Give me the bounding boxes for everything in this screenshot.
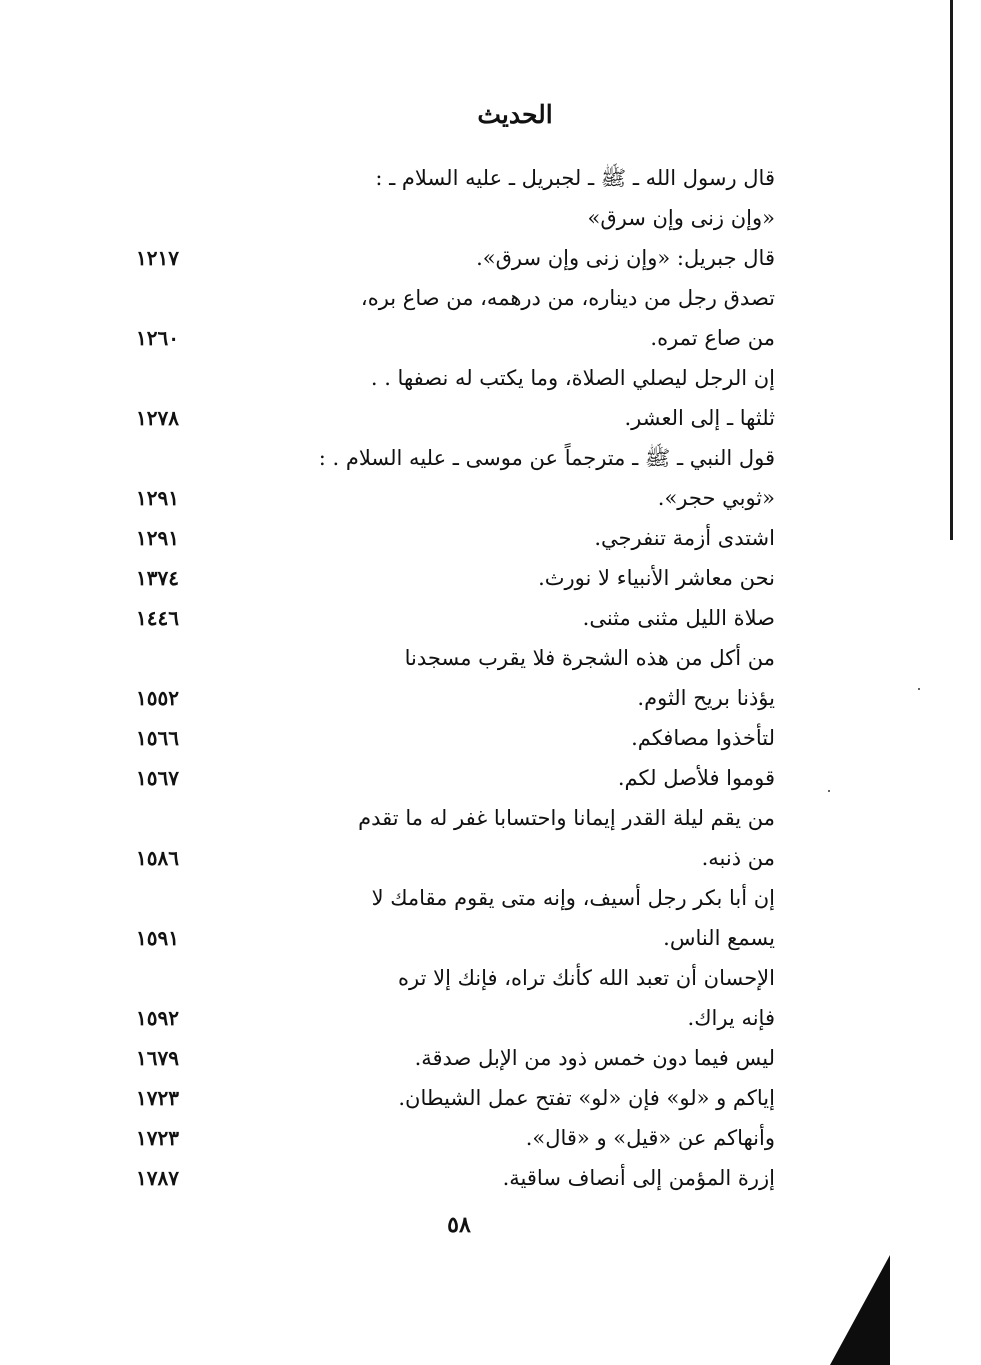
list-item [0,278,981,318]
hadith-text: قوموا فلأصل لكم. [617,766,775,790]
hadith-text: صلاة الليل مثنى مثنى. [582,606,775,630]
hadith-number: ١٧٢٣ [136,1086,179,1110]
hadith-number: ١٥٦٧ [136,766,179,790]
hadith-text: إزرة المؤمن إلى أنصاف ساقية. [502,1166,775,1190]
hadith-number: ١٢٦٠ [136,326,179,350]
hadith-text: ليس فيما دون خمس ذود من الإبل صدقة. [414,1046,775,1070]
hadith-text: إن أبا بكر رجل أسيف، وإنه متى يقوم مقامك لا [371,886,775,910]
hadith-text: قول النبي ـ ﷺ ـ مترجماً عن موسى ـ عليه السلام . : [318,446,775,470]
list-item [0,678,981,718]
hadith-number: ١٥٥٢ [136,686,179,710]
list-item [0,1158,981,1198]
list-item [0,558,981,598]
hadith-text: يسمع الناس. [663,926,775,950]
hadith-text: إياكم و «لو» فإن «لو» تفتح عمل الشيطان. [398,1086,775,1110]
hadith-number: ١٢٧٨ [136,406,179,430]
list-item [0,1038,981,1078]
list-item [0,598,981,638]
page-title: الحديث [477,100,553,129]
hadith-number: ١٦٧٩ [136,1046,179,1070]
hadith-number: ١٢٩١ [136,486,179,510]
hadith-text: من يقم ليلة القدر إيمانا واحتسابا غفر له ما تقدم [358,806,775,830]
list-item [0,838,981,878]
list-item [0,918,981,958]
list-item [0,198,981,238]
hadith-text: من أكل من هذه الشجرة فلا يقرب مسجدنا [404,646,775,670]
list-item [0,158,981,198]
list-item [0,318,981,358]
hadith-number: ١٤٤٦ [136,606,179,630]
hadith-text: إن الرجل ليصلي الصلاة، وما يكتب له نصفها . . [370,366,775,390]
list-item [0,958,981,998]
hadith-text: نحن معاشر الأنبياء لا نورث. [538,566,775,590]
scan-corner-shadow [830,1255,890,1365]
list-item [0,798,981,838]
list-item [0,438,981,478]
list-item [0,878,981,918]
hadith-index-list [0,158,981,1198]
hadith-number: ١٣٧٤ [136,566,179,590]
hadith-number: ١٥٨٦ [136,846,179,870]
hadith-text: الإحسان أن تعبد الله كأنك تراه، فإنك إلا تره [398,966,775,990]
page-number: ٥٨ [447,1212,471,1238]
list-item [0,998,981,1038]
hadith-text: وأنهاكم عن «قيل» و «قال». [525,1126,775,1150]
list-item [0,1118,981,1158]
hadith-text: فإنه يراك. [687,1006,775,1030]
list-item [0,398,981,438]
hadith-number: ١٢١٧ [136,246,179,270]
hadith-text: لتأخذوا مصافكم. [631,726,775,750]
list-item [0,1078,981,1118]
hadith-text: «وإن زنى وإن سرق» [587,206,775,230]
hadith-text: ثلثها ـ إلى العشر. [624,406,775,430]
hadith-text: قال رسول الله ـ ﷺ ـ لجبريل ـ عليه السلام ـ : [375,166,775,190]
hadith-number: ١٧٨٧ [136,1166,179,1190]
list-item [0,718,981,758]
list-item [0,638,981,678]
hadith-number: ١٥٩٢ [136,1006,179,1030]
hadith-number: ١٥٦٦ [136,726,179,750]
hadith-text: قال جبريل: «وإن زنى وإن سرق». [476,246,775,270]
hadith-number: ١٧٢٣ [136,1126,179,1150]
hadith-text: يؤذنا بريح الثوم. [637,686,775,710]
hadith-text: من صاع تمره. [650,326,775,350]
hadith-number: ١٢٩١ [136,526,179,550]
list-item [0,358,981,398]
list-item [0,478,981,518]
hadith-text: اشتدى أزمة تنفرجي. [594,526,775,550]
hadith-text: تصدق رجل من ديناره، من درهمه، من صاع بره، [360,286,775,310]
list-item [0,758,981,798]
hadith-text: «ثوبي حجر». [657,486,775,510]
list-item [0,238,981,278]
list-item [0,518,981,558]
hadith-text: من ذنبه. [701,846,775,870]
hadith-number: ١٥٩١ [136,926,179,950]
